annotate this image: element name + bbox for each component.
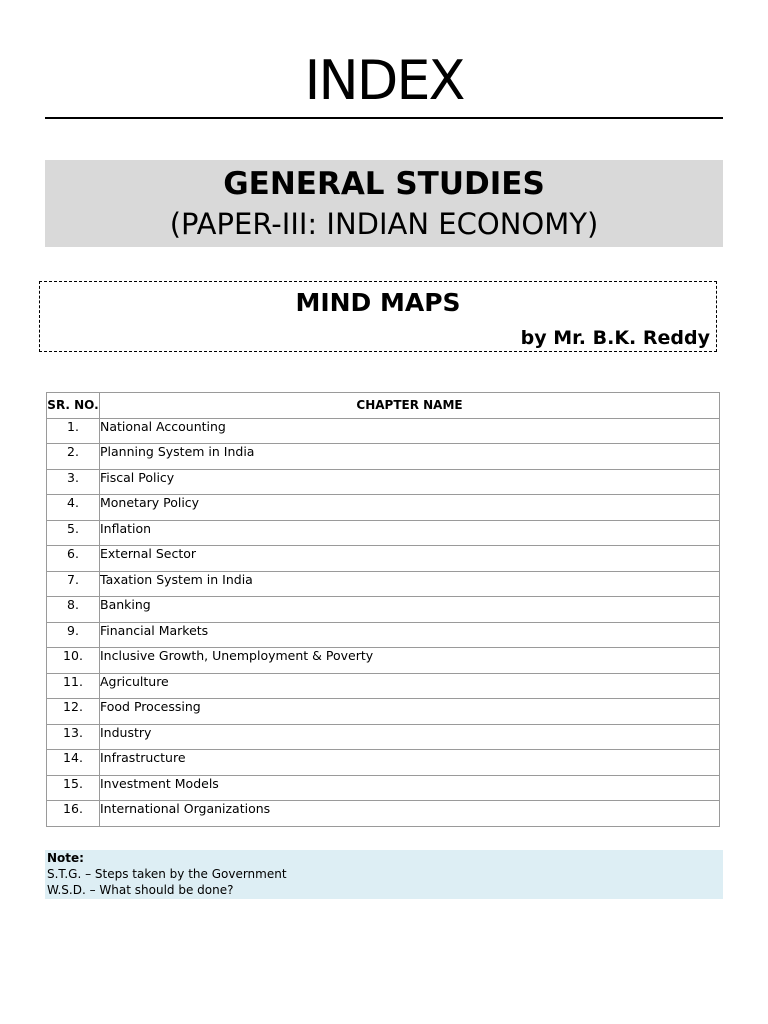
- chapter-name-cell: Food Processing: [100, 699, 720, 725]
- sr-cell: 12.: [47, 699, 100, 725]
- chapter-name-cell: Taxation System in India: [100, 571, 720, 597]
- table-row: [47, 597, 720, 623]
- chapter-name-cell: International Organizations: [100, 801, 720, 827]
- sr-cell: 7.: [47, 571, 100, 597]
- sr-cell: 1.: [47, 418, 100, 444]
- table-row: [47, 673, 720, 699]
- table-row: [47, 571, 720, 597]
- sr-cell: 16.: [47, 801, 100, 827]
- sr-cell: 10.: [47, 648, 100, 674]
- note-box: [45, 850, 723, 899]
- column-header-sr-no: SR. NO.: [47, 393, 100, 419]
- table-row: [47, 750, 720, 776]
- table-row: [47, 648, 720, 674]
- note-label: Note:: [47, 851, 84, 865]
- chapter-name-cell: Planning System in India: [100, 444, 720, 470]
- chapter-name-cell: Fiscal Policy: [100, 469, 720, 495]
- sr-cell: 14.: [47, 750, 100, 776]
- subject-band: [45, 160, 723, 247]
- chapter-name-cell: Financial Markets: [100, 622, 720, 648]
- chapter-name-cell: Inclusive Growth, Unemployment & Poverty: [100, 648, 720, 674]
- table-row: [47, 622, 720, 648]
- table-row: [47, 444, 720, 470]
- subject-title: GENERAL STUDIES: [223, 166, 545, 202]
- mind-maps-box: [39, 281, 717, 352]
- table-row: [47, 418, 720, 444]
- note-line: S.T.G. – Steps taken by the Government: [47, 867, 287, 881]
- chapter-name-cell: Infrastructure: [100, 750, 720, 776]
- sr-cell: 13.: [47, 724, 100, 750]
- sr-cell: 9.: [47, 622, 100, 648]
- chapter-name-cell: Banking: [100, 597, 720, 623]
- table-row: [47, 801, 720, 827]
- sr-cell: 8.: [47, 597, 100, 623]
- sr-cell: 5.: [47, 520, 100, 546]
- subject-subtitle: (PAPER-III: INDIAN ECONOMY): [169, 207, 599, 241]
- chapter-name-cell: Monetary Policy: [100, 495, 720, 521]
- sr-cell: 2.: [47, 444, 100, 470]
- sr-cell: 15.: [47, 775, 100, 801]
- table-row: [47, 520, 720, 546]
- table-row: [47, 495, 720, 521]
- table-row: [47, 546, 720, 572]
- chapter-name-cell: Inflation: [100, 520, 720, 546]
- mind-maps-author: by Mr. B.K. Reddy: [520, 327, 710, 349]
- chapter-name-cell: National Accounting: [100, 418, 720, 444]
- sr-cell: 3.: [47, 469, 100, 495]
- chapter-name-cell: Industry: [100, 724, 720, 750]
- sr-cell: 4.: [47, 495, 100, 521]
- table-row: [47, 469, 720, 495]
- index-rule: [45, 117, 723, 119]
- table-row: [47, 699, 720, 725]
- table-row: [47, 775, 720, 801]
- note-line: W.S.D. – What should be done?: [47, 883, 234, 897]
- mind-maps-title: MIND MAPS: [295, 288, 461, 317]
- table-row: [47, 724, 720, 750]
- index-title: INDEX: [304, 49, 464, 112]
- column-header-chapter-name: CHAPTER NAME: [100, 393, 720, 419]
- sr-cell: 11.: [47, 673, 100, 699]
- chapter-name-cell: External Sector: [100, 546, 720, 572]
- chapter-name-cell: Agriculture: [100, 673, 720, 699]
- chapter-table: [46, 392, 720, 827]
- chapter-name-cell: Investment Models: [100, 775, 720, 801]
- sr-cell: 6.: [47, 546, 100, 572]
- table-header-row: [47, 393, 720, 419]
